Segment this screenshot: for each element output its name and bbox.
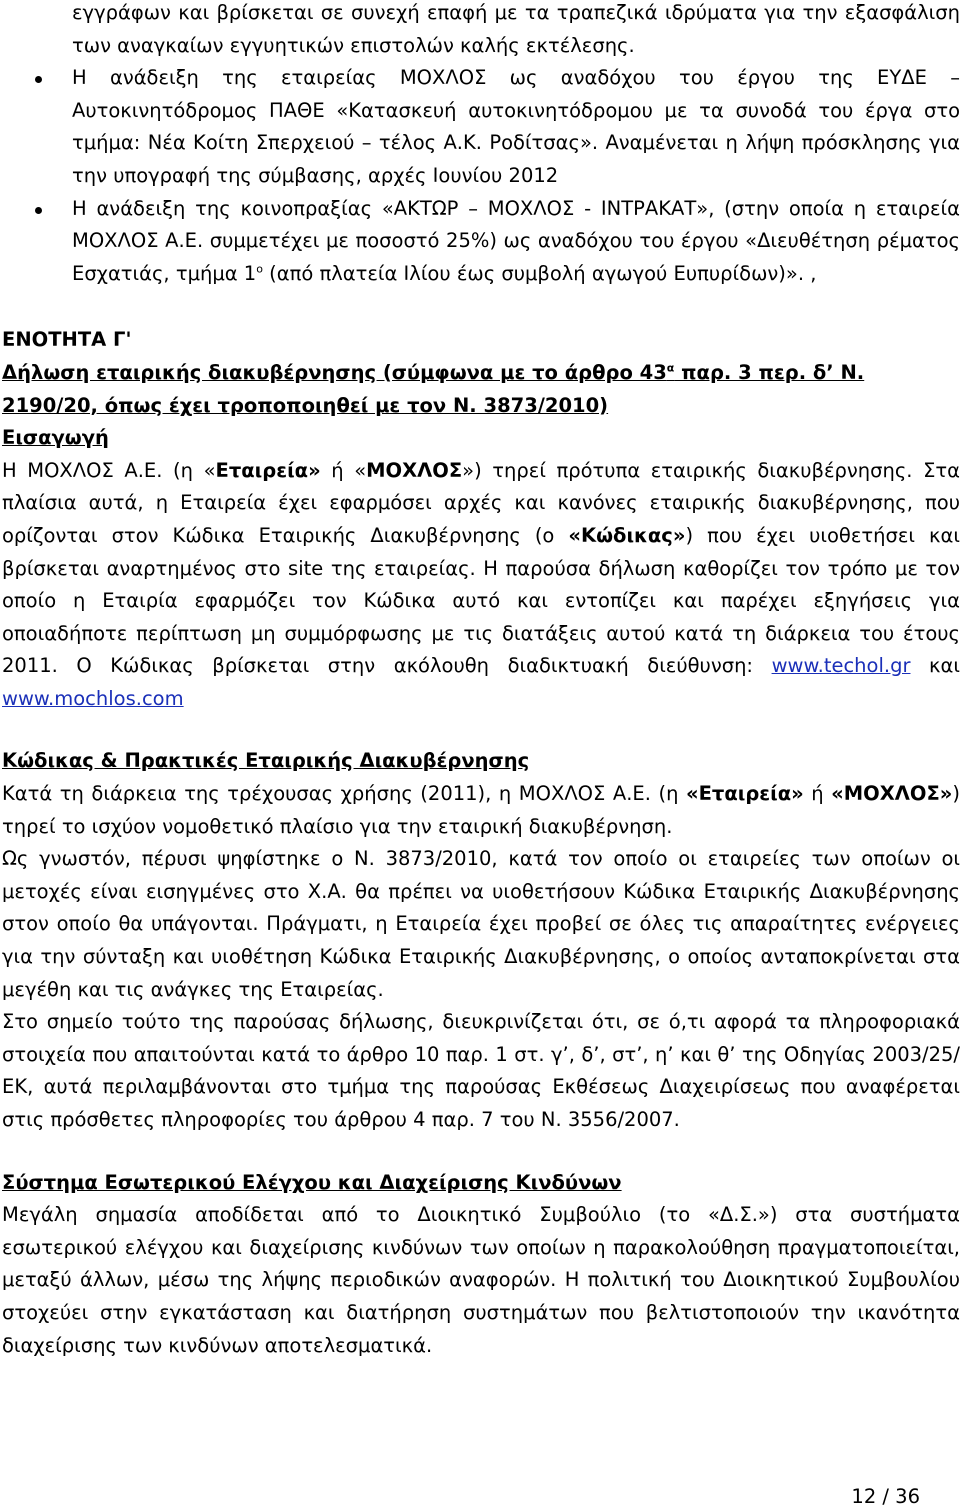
control-paragraph: Μεγάλη σημασία αποδίδεται από το Διοικητικό Συμβούλιο (το «Δ.Σ.») στα συστήματα εσωτερικού ελέγχου και διαχείρισης κινδύνων των οποίων η παρακολούθηση πραγματοποιείται, μεταξύ άλλων, μέσω της λήψης περιοδικών αναφορών. Η πολιτική του Διοικητικού Συμβουλίου στοχεύει στην εγκατάσταση και διατήρηση συστημάτων που βελτιστοποιούν την ικανότητα διαχείρισης των κινδύνων αποτελεσματικά. (2, 1203, 960, 1357)
continuation-paragraph: εγγράφων και βρίσκεται σε συνεχή επαφή με τα τραπεζικά ιδρύματα για την εξασφάλιση των αναγκαίων εγγυητικών επιστολών καλής εκτέλεσης. (72, 1, 960, 57)
bullet-text: Η ανάδειξη της κοινοπραξίας «ΑΚΤΩΡ – ΜΟΧΛΟΣ - ΙΝΤΡΑΚΑΤ», (στην οποία η εταιρεία ΜΟΧΛΟΣ Α.Ε. συμμετέχει με ποσοστό 25%) ως αναδόχου του έργου «Διευθέτηση ρέματος Εσχατιάς, τμήμα 1 (72, 196, 960, 285)
section-subheading: Δήλωση εταιρικής διακυβέρνησης (σύμφωνα με το άρθρο $43^\alpha$ παρ. 3 περ. δ’ Ν. 2190/20, όπως έχει τροποποιηθεί με τον Ν. 3873/2010) (2, 360, 865, 417)
superscript: ο (256, 262, 263, 276)
section-heading: ΕΝΟΤΗΤΑ Γ' (2, 328, 132, 352)
intro-paragraph: Η ΜΟΧΛΟΣ Α.Ε. (η «Εταιρεία» ή «ΜΟΧΛΟΣ») τηρεί πρότυπα εταιρικής διακυβέρνησης. Στα πλαίσια αυτά, η Εταιρεία έχει εφαρμόσει αρχές και κανόνες εταιρικής διακυβέρνησης, που ορίζονται στον Κώδικα Εταιρικής Διακυβέρνησης (ο «Κώδικας») που έχει υιοθετήσει και βρίσκεται αναρτημένος στο site της εταιρείας. Η παρούσα δήλωση καθορίζει τον τρόπο με τον οποίο η Εταιρία εφαρμόζει τον Κώδικα αυτό και εντοπίζει και παρέχει εξηγήσεις για οποιαδήποτε περίπτωση μη συμμόρφωσης με τις διατάξεις αυτού κατά τη διάρκεια του έτους 2011. Ο Κώδικας βρίσκεται στην ακόλουθη διαδικτυακή διεύθυνση: www.techol.gr και www.mochlos.com (2, 458, 960, 710)
code-paragraph-2: Ως γνωστόν, πέρυσι ψηφίστηκε ο Ν. 3873/2010, κατά τον οποίο οι εταιρείες των οποίων οι μετοχές είναι εισηγμένες στο Χ.Α. θα πρέπει να υιοθετήσουν Κώδικα Εταιρικής Διακυβέρνησης στον οποίο θα υπάγονται. Πράγματι, η Εταιρεία έχει προβεί σε όλες τις απαραίτητες ενέργειες για την σύνταξη και υιοθέτηση Κώδικα Εταιρικής Διακυβέρνησης, ο οποίος ανταποκρίνεται στα μεγέθη και τις ανάγκες της Εταιρείας. (2, 847, 960, 1001)
page-number: 12 / 36 (851, 1485, 920, 1508)
bullet-text: Η ανάδειξη της εταιρείας ΜΟΧΛΟΣ ως αναδόχου του έργου της ΕΥΔΕ – Αυτοκινητόδρομος ΠΑΘΕ «Κατασκευή αυτοκινητόδρομου με τα συνοδά του έργα στο τμήμα: Νέα Κοίτη Σπερχειού – τέλος Α.Κ. Ροδίτσας». Αναμένεται η λήψη πρόσκλησης για την υπογραφή της σύμβασης, αρχές Ιουνίου 2012 (72, 66, 960, 187)
list-item (72, 193, 960, 291)
bullet-icon (35, 76, 42, 83)
intro-heading: Εισαγωγή (2, 426, 109, 450)
bullet-list (0, 62, 960, 290)
bullet-text-tail: (από πλατεία Ιλίου έως συμβολή αγωγού Ευπυρίδων)». , (262, 261, 817, 285)
mochlos-link[interactable]: www.mochlos.com (2, 686, 184, 710)
control-heading: Σύστημα Εσωτερικού Ελέγχου και Διαχείρισης Κινδύνων (2, 1170, 622, 1194)
list-item (72, 62, 960, 192)
code-heading: Κώδικας & Πρακτικές Εταιρικής Διακυβέρνησης (2, 749, 530, 773)
code-paragraph-1: Κατά τη διάρκεια της τρέχουσας χρήσης (2011), η ΜΟΧΛΟΣ Α.Ε. (η «Εταιρεία» ή «ΜΟΧΛΟΣ») τηρεί το ισχύον νομοθετικό πλαίσιο για την εταιρική διακυβέρνηση. (2, 782, 960, 838)
code-paragraph-3: Στο σημείο τούτο της παρούσας δήλωσης, διευκρινίζεται ότι, σε ό,τι αφορά τα πληροφοριακά στοιχεία που απαιτούνται κατά το άρθρο 10 παρ. 1 στ. γ’, δ’, στ’, η’ και θ’ της Οδηγίας 2003/25/ΕΚ, αυτά περιλαμβάνονται στο τμήμα της παρούσας Εκθέσεως Διαχειρίσεως που αναφέρεται στις πρόσθετες πληροφορίες του άρθρου 4 παρ. 7 του Ν. 3556/2007. (2, 1010, 960, 1131)
techol-link[interactable]: www.techol.gr (771, 654, 911, 678)
bullet-icon (35, 207, 42, 214)
